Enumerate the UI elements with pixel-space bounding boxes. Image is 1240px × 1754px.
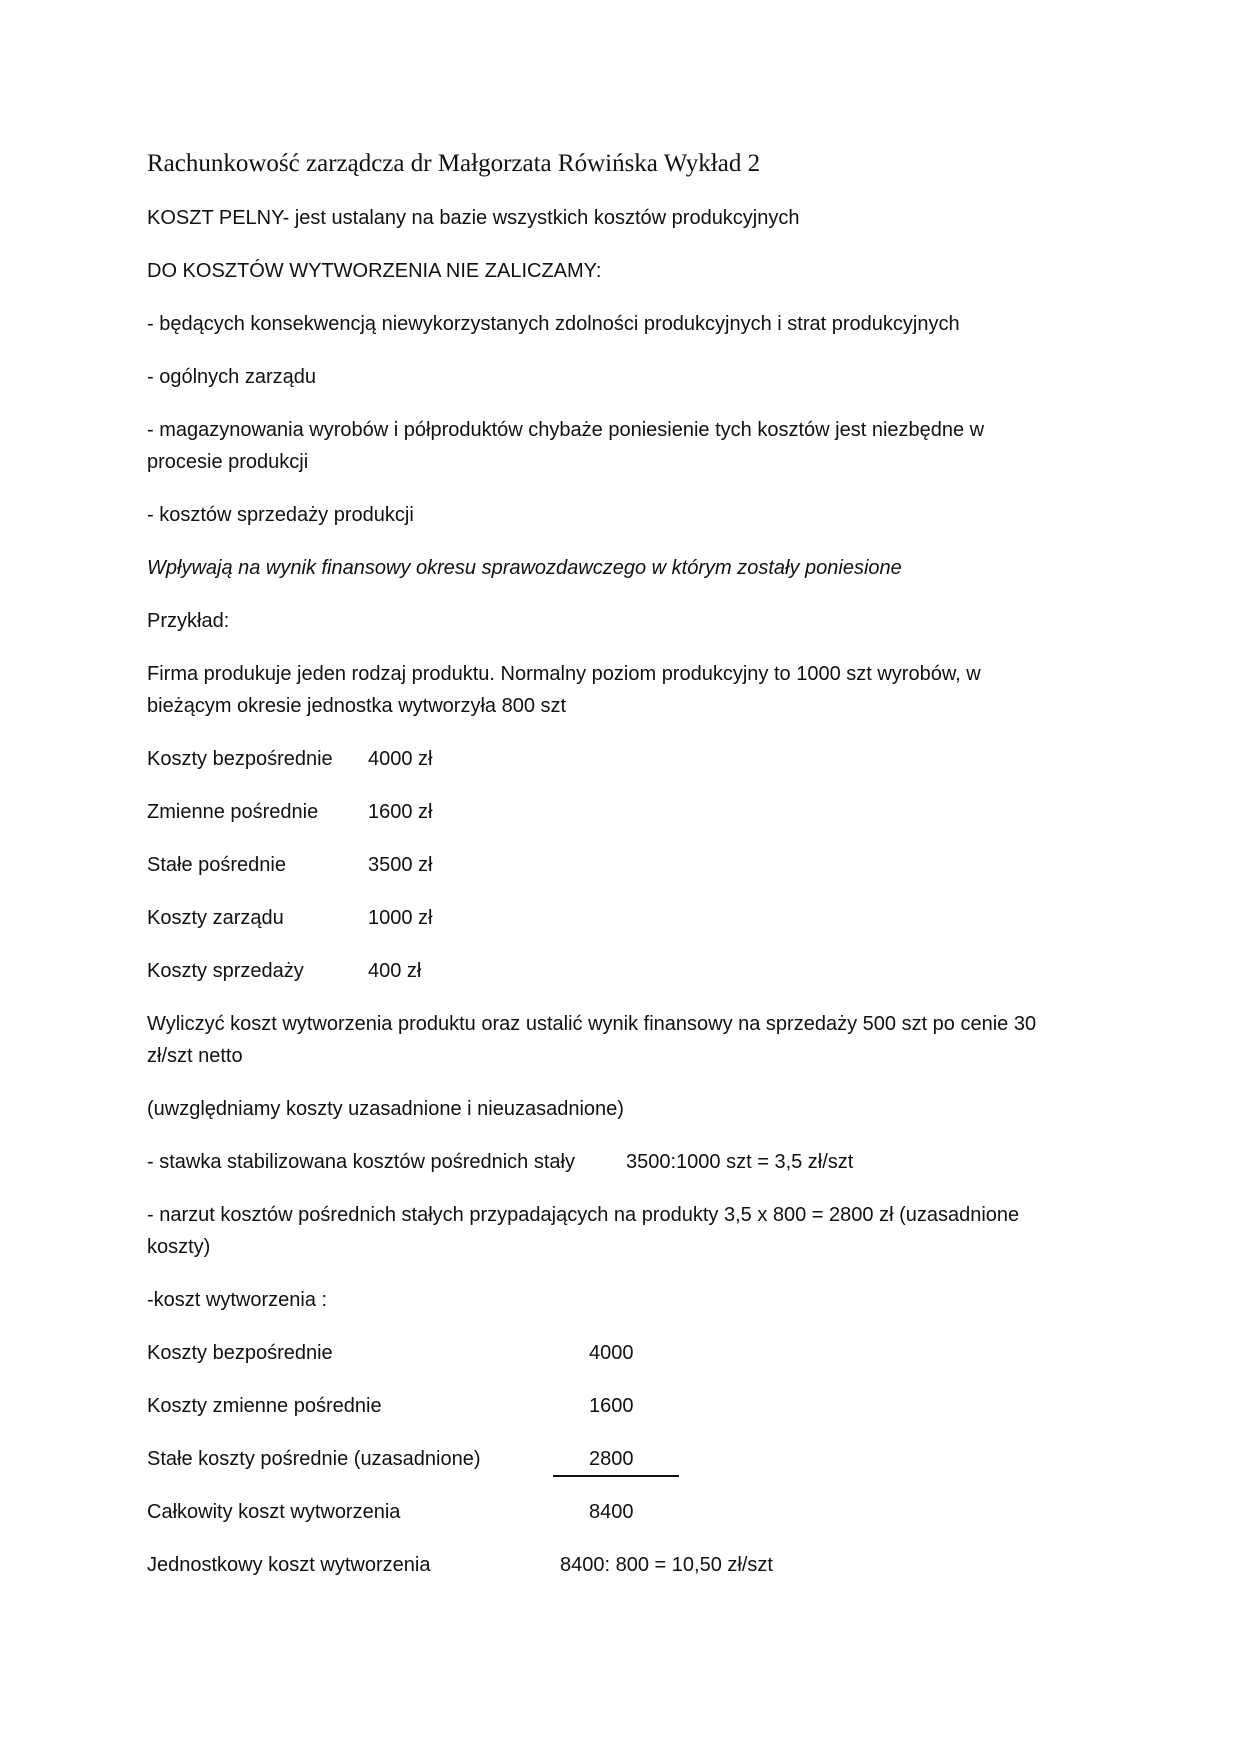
excluded-costs-heading: DO KOSZTÓW WYTWORZENIA NIE ZALICZAMY: xyxy=(147,260,602,282)
cost-label: Koszty zarządu xyxy=(147,907,284,929)
cost-label: Koszty sprzedaży xyxy=(147,960,304,982)
calc-label: Stałe koszty pośrednie (uzasadnione) xyxy=(147,1448,481,1470)
full-cost-definition: KOSZT PELNY- jest ustalany na bazie wszystkich kosztów produkcyjnych xyxy=(147,207,800,229)
excluded-item: - magazynowania wyrobów i półproduktów chybaże poniesienie tych kosztów jest niezbędne w xyxy=(147,419,985,441)
excluded-item: - będących konsekwencją niewykorzystanych zdolności produkcyjnych i strat produkcyjnych xyxy=(147,313,960,335)
production-cost-heading: -koszt wytworzenia : xyxy=(147,1289,328,1311)
markup-line: - narzut kosztów pośrednich stałych przypadających na produkty 3,5 x 800 = 2800 zł (uzasadnione xyxy=(147,1204,1020,1226)
example-intro-line: bieżącym okresie jednostka wytworzyła 800 szt xyxy=(147,695,567,717)
excluded-item: - kosztów sprzedaży produkcji xyxy=(147,504,414,526)
example-label: Przykład: xyxy=(147,610,230,632)
task-line: zł/szt netto xyxy=(147,1045,243,1067)
rate-value: 3500:1000 szt = 3,5 zł/szt xyxy=(626,1151,854,1173)
task-line: Wyliczyć koszt wytworzenia produktu oraz ustalić wynik finansowy na sprzedaży 500 szt po cenie 30 xyxy=(147,1013,1037,1035)
calc-value: 1600 xyxy=(589,1395,634,1417)
cost-value: 400 zł xyxy=(368,960,422,982)
cost-label: Zmienne pośrednie xyxy=(147,801,319,823)
calc-label: Koszty bezpośrednie xyxy=(147,1342,333,1364)
markup-line: koszty) xyxy=(147,1236,211,1258)
calc-value: 8400: 800 = 10,50 zł/szt xyxy=(560,1554,773,1576)
cost-value: 1600 zł xyxy=(368,801,433,823)
calc-label: Jednostkowy koszt wytworzenia xyxy=(147,1554,431,1576)
cost-value: 4000 zł xyxy=(368,748,433,770)
cost-value: 3500 zł xyxy=(368,854,433,876)
rate-label: - stawka stabilizowana kosztów pośrednich stały xyxy=(147,1151,575,1173)
cost-label: Stałe pośrednie xyxy=(147,854,286,876)
calc-value: 4000 xyxy=(589,1342,634,1364)
impact-note: Wpływają na wynik finansowy okresu sprawozdawczego w którym zostały poniesione xyxy=(147,557,902,579)
excluded-item-continued: procesie produkcji xyxy=(147,451,309,473)
note-line: (uwzględniamy koszty uzasadnione i nieuzasadnione) xyxy=(147,1098,624,1120)
example-intro-line: Firma produkuje jeden rodzaj produktu. Normalny poziom produkcyjny to 1000 szt wyrobów, w xyxy=(147,663,981,685)
calc-value: 2800 xyxy=(589,1448,634,1470)
calc-label: Całkowity koszt wytworzenia xyxy=(147,1501,401,1523)
document-title: Rachunkowość zarządcza dr Małgorzata Rówińska Wykład 2 xyxy=(147,150,761,177)
excluded-item: - ogólnych zarządu xyxy=(147,366,316,388)
cost-value: 1000 zł xyxy=(368,907,433,929)
calc-label: Koszty zmienne pośrednie xyxy=(147,1395,382,1417)
sum-underline xyxy=(553,1475,679,1477)
cost-label: Koszty bezpośrednie xyxy=(147,748,333,770)
calc-value: 8400 xyxy=(589,1501,634,1523)
